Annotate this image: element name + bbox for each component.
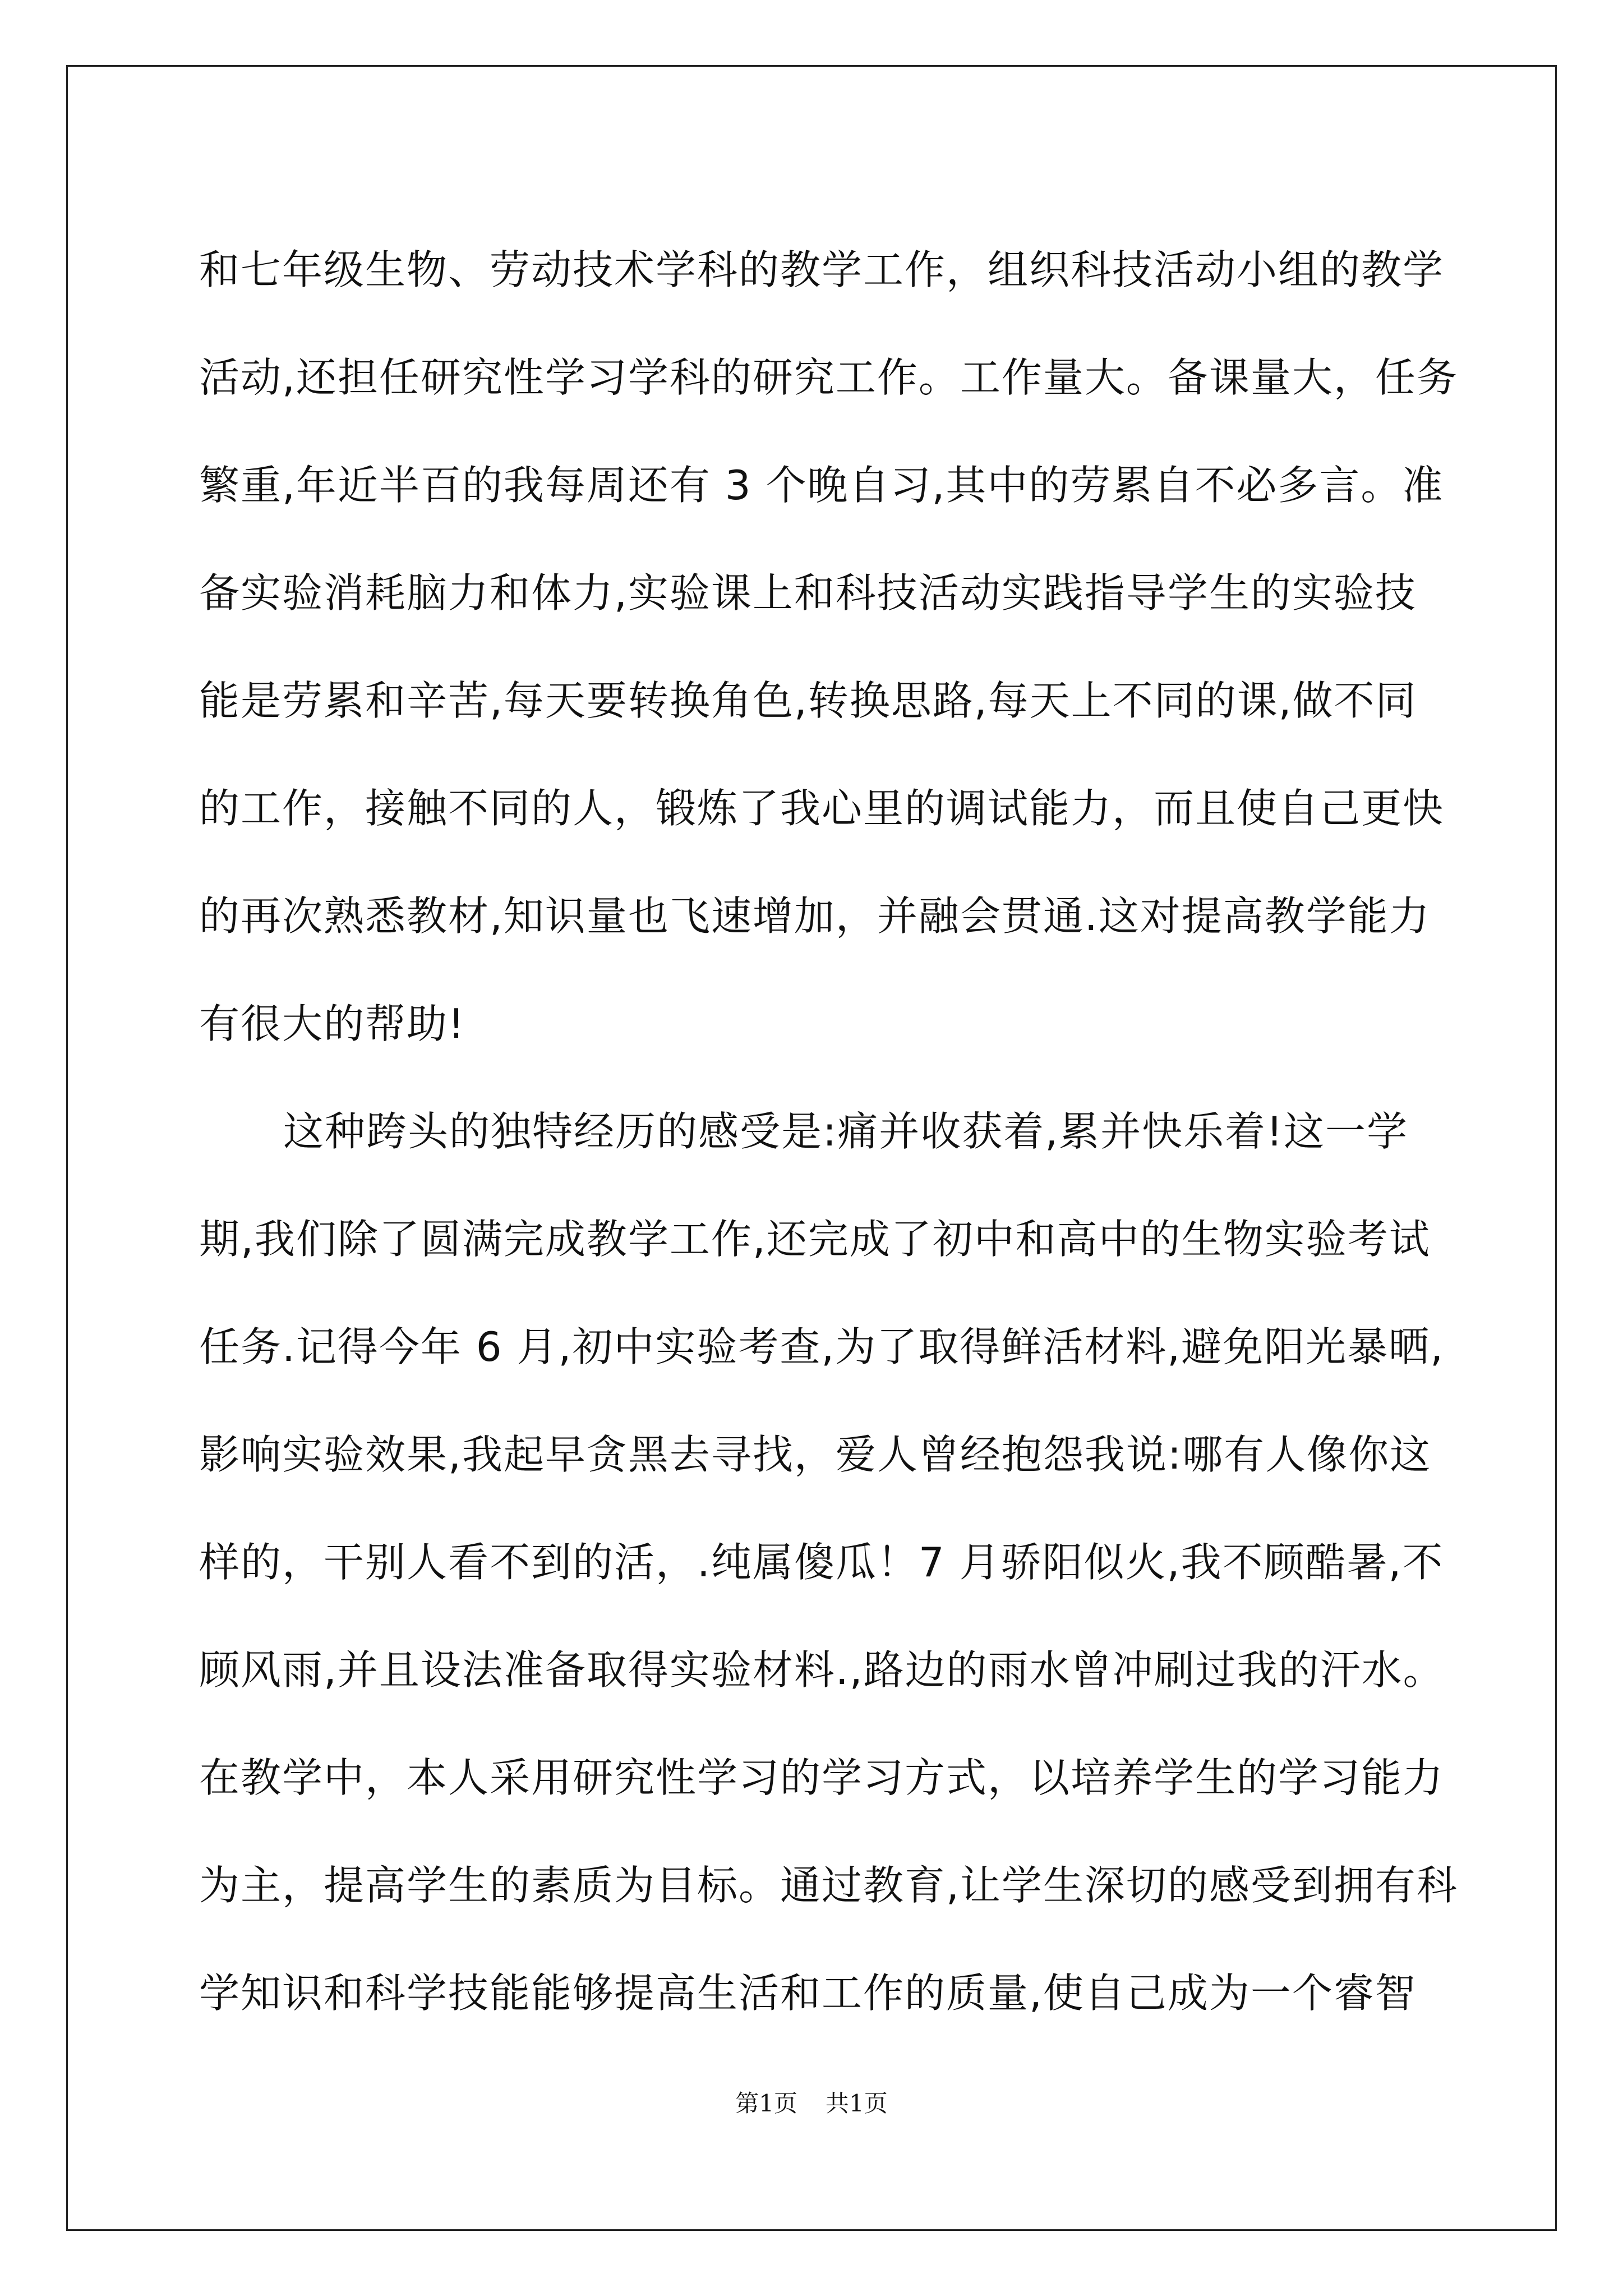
text-line: 的工作，接触不同的人，锻炼了我心里的调试能力，而且使自己更快 bbox=[199, 785, 1445, 832]
text-line: 影响实验效果,我起早贪黑去寻找，爱人曾经抱怨我说:哪有人像你这 bbox=[199, 1431, 1432, 1478]
text-line: 顾风雨,并且设法准备取得实验材料.,路边的雨水曾冲刷过我的汗水。 bbox=[199, 1646, 1445, 1694]
text-line: 和七年级生物、劳动技术学科的教学工作，组织科技活动小组的教学 bbox=[199, 246, 1445, 293]
text-line: 有很大的帮助! bbox=[199, 1000, 465, 1047]
text-line: 的再次熟悉教材,知识量也飞速增加，并融会贯通.这对提高教学能力 bbox=[199, 892, 1431, 940]
text-line: 能是劳累和辛苦,每天要转换角色,转换思路,每天上不同的课,做不同 bbox=[199, 677, 1417, 724]
page-footer bbox=[0, 2087, 1623, 2120]
page-number-current: 第1页 bbox=[735, 2090, 797, 2117]
text-line: 为主，提高学生的素质为目标。通过教育,让学生深切的感受到拥有科 bbox=[199, 1862, 1458, 1909]
text-line: 任务.记得今年 6 月,初中实验考查,为了取得鲜活材料,避免阳光暴晒, bbox=[199, 1323, 1445, 1370]
paragraph-start-line: 这种跨头的独特经历的感受是:痛并收获着,累并快乐着!这一学 bbox=[283, 1108, 1409, 1155]
document-body bbox=[199, 216, 1458, 2047]
text-line: 备实验消耗脑力和体力,实验课上和科技活动实践指导学生的实验技 bbox=[199, 569, 1417, 616]
text-line: 活动,还担任研究性学习学科的研究工作。工作量大。备课量大，任务 bbox=[199, 354, 1458, 401]
page-number-total: 共1页 bbox=[826, 2090, 888, 2117]
text-line: 期,我们除了圆满完成教学工作,还完成了初中和高中的生物实验考试 bbox=[199, 1216, 1431, 1263]
text-line: 繁重,年近半百的我每周还有 3 个晚自习,其中的劳累自不必多言。准 bbox=[199, 462, 1444, 509]
text-line: 在教学中，本人采用研究性学习的学习方式，以培养学生的学习能力 bbox=[199, 1754, 1445, 1801]
text-line: 学知识和科学技能能够提高生活和工作的质量,使自己成为一个睿智 bbox=[199, 1970, 1417, 2017]
text-line: 样的，干别人看不到的活，.纯属傻瓜！7 月骄阳似火,我不顾酷暑,不 bbox=[199, 1539, 1444, 1586]
